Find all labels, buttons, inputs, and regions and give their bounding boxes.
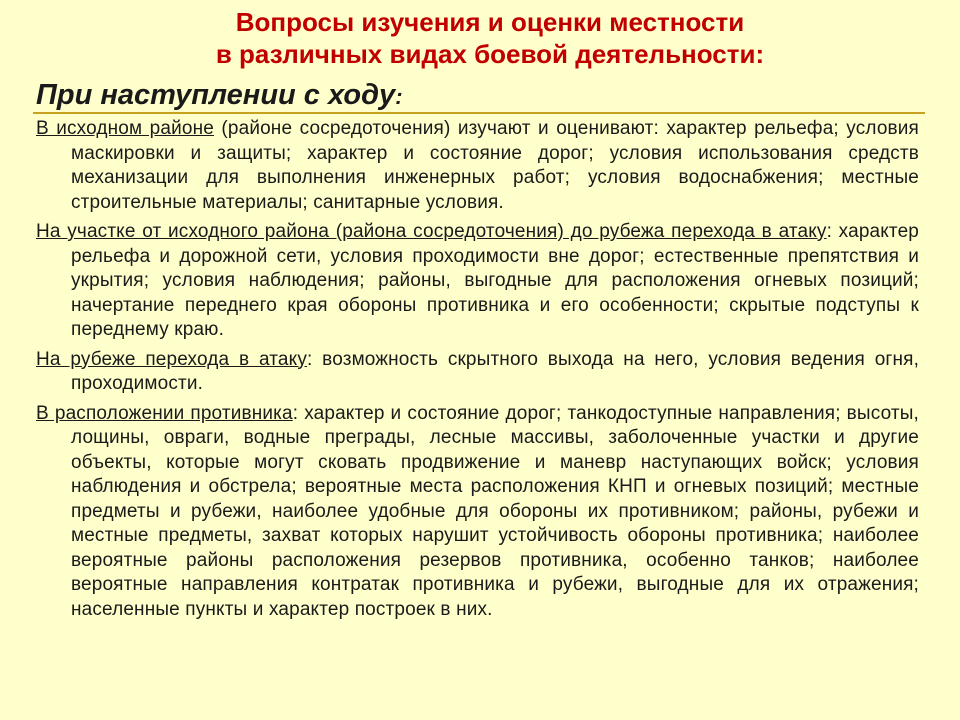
- paragraph-lead: В расположении противника: [36, 402, 293, 424]
- divider-rule: [33, 112, 925, 114]
- paragraph-text: : возможность скрытного выхода на него, условия ведения огня, проходимости.: [71, 348, 919, 394]
- paragraph-text: (районе сосредоточения) изучают и оценивают: характер рельефа; условия маскировки и защиты; характер и состояние дорог; условия использования средств механизации для выполнения инженерных работ; условия водоснабжения; местные строительные материалы; санитарные условия.: [71, 118, 919, 213]
- paragraph-enemy-area: [36, 402, 919, 623]
- slide-body: [36, 117, 919, 627]
- paragraph-approach-section: [36, 220, 919, 343]
- section-subtitle: [36, 77, 403, 115]
- subtitle-colon: :: [395, 84, 403, 109]
- paragraph-initial-area: [36, 117, 919, 215]
- slide-title: [130, 6, 850, 70]
- title-line-2: в различных видах боевой деятельности:: [215, 39, 765, 69]
- paragraph-text: : характер и состояние дорог; танкодоступные направления; высоты, лощины, овраги, водные преграды, лесные массивы, заболоченные участки и другие объекты, которые могут сковать продвижение и маневр наступающих войск; условия наблюдения и обстрела; вероятные места расположения КНП и огневых позиций; местные предметы и рубежи, наиболее удобные для обороны их противником; районы, рубежи и местные предметы, захват которых нарушит устойчивость обороны противника; наиболее вероятные районы расположения резервов противника, особенно танков; наиболее вероятные направления контратак противника и рубежи, выгодные для их отражения; населенные пункты и характер построек в них.: [71, 402, 919, 620]
- paragraph-lead: На участке от исходного района (района сосредоточения) до рубежа перехода в атаку: [36, 221, 827, 242]
- paragraph-lead: На рубеже перехода в атаку: [36, 348, 307, 370]
- title-line-1: Вопросы изучения и оценки местности: [235, 7, 745, 37]
- paragraph-lead: В исходном районе: [36, 118, 214, 139]
- paragraph-attack-line: [36, 348, 919, 397]
- subtitle-text: При наступлении с ходу: [36, 79, 396, 111]
- paragraph-text: : характер рельефа и дорожной сети, условия проходимости вне дорог; естественные препятствия и укрытия; условия наблюдения; районы, выгодные для расположения огневых позиций; начертание переднего края обороны противника и его особенности; скрытые подступы к переднему краю.: [71, 221, 920, 340]
